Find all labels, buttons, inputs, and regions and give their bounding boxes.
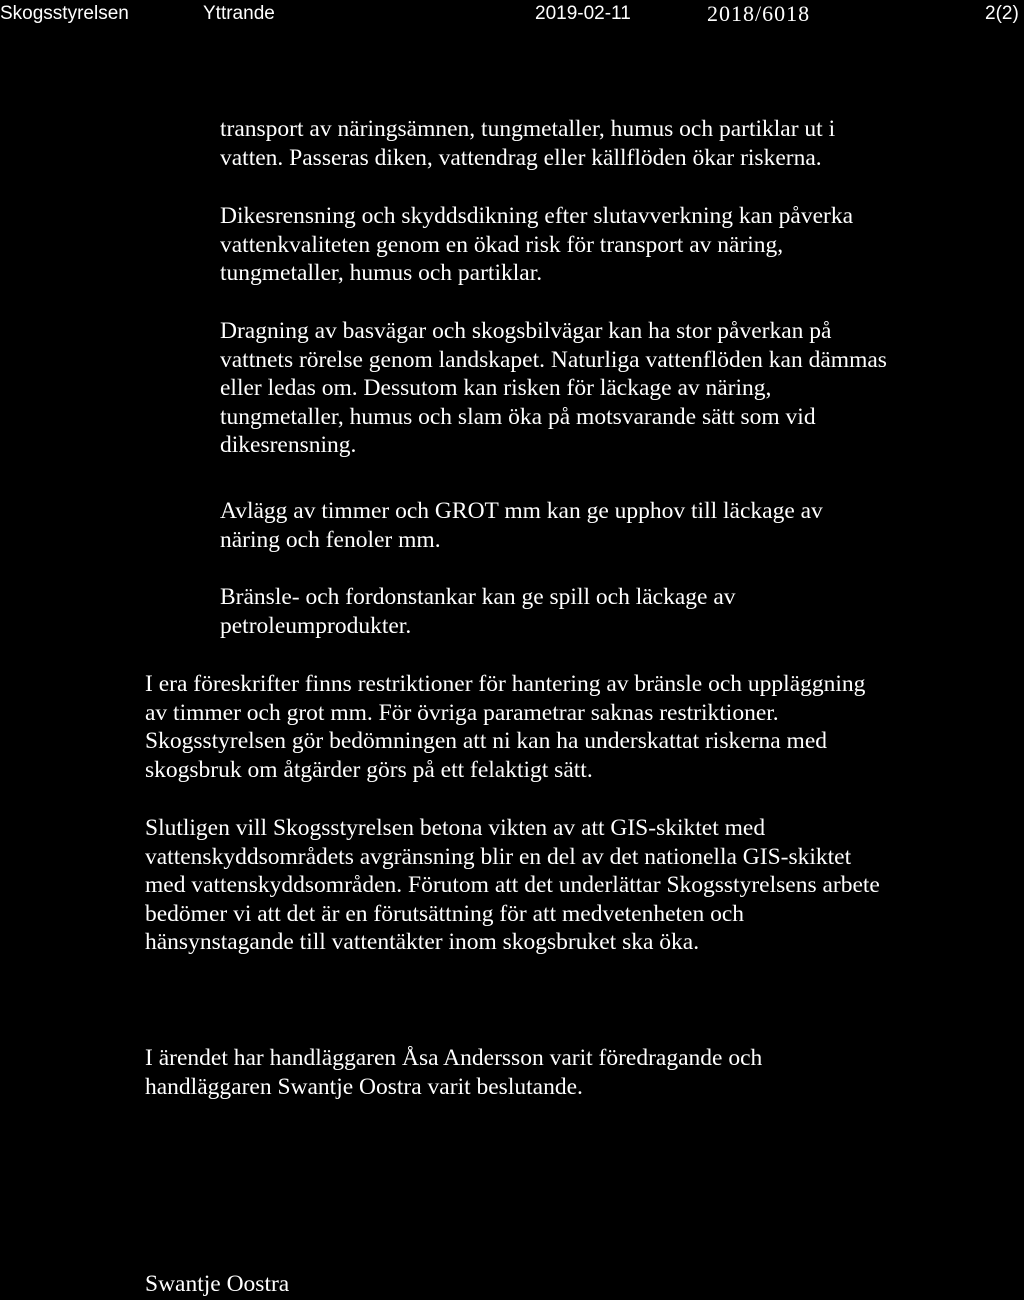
header-case-number: 2018/6018 xyxy=(707,1,811,26)
paragraph-regulations: I era föreskrifter finns restriktioner för hantering av bränsle och uppläggning av timmer och grot mm. För övriga parametrar saknas restriktioner. Skogsstyrelsen gör bedömningen att ni kan ha underskattat riskerna med skogsbruk om åtgärder görs på ett felaktigt sätt. xyxy=(145,671,866,783)
paragraph-road-construction: Dragning av basvägar och skogsbilvägar kan ha stor påverkan på vattnets rörelse genom landskapet. Naturliga vattenflöden kan dämmas eller ledas om. Dessutom kan risken för läckage av näring, tungmetaller, humus och slam öka på motsvarande sätt som vid dikesrensning. xyxy=(220,318,887,459)
header-page-number: 2(2) xyxy=(985,3,1019,24)
signature-name: Swantje Oostra xyxy=(145,1271,290,1297)
paragraph-timber-storage: Avlägg av timmer och GROT mm kan ge upphov till läckage av näring och fenoler mm. xyxy=(220,498,823,553)
paragraph-gis-layer: Slutligen vill Skogsstyrelsen betona vikten av att GIS-skiktet med vattenskyddsområdets avgränsning blir en del av det nationella GIS-skiktet med vattenskyddsområden. Förutom att det underlättar Skogsstyrelsens arbete bedömer vi att det är en förutsättning för att medvetenheten och hänsynstagande till vattentäkter inom skogsbruket ska öka. xyxy=(145,815,880,956)
paragraph-fuel-tanks: Bränsle- och fordonstankar kan ge spill och läckage av petroleumprodukter. xyxy=(220,584,736,639)
paragraph-ditch-cleaning: Dikesrensning och skyddsdikning efter slutavverkning kan påverka vattenkvaliteten genom en ökad risk för transport av näring, tungmetaller, humus och partiklar. xyxy=(220,203,854,287)
header-doc-type: Yttrande xyxy=(203,3,275,24)
header-date: 2019-02-11 xyxy=(535,3,631,24)
paragraph-case-officers: I ärendet har handläggaren Åsa Andersson varit föredragande och handläggaren Swantje Oostra varit beslutande. xyxy=(145,1045,763,1100)
header-organization: Skogsstyrelsen xyxy=(0,3,129,24)
paragraph-transport-risk: transport av näringsämnen, tungmetaller, humus och partiklar ut i vatten. Passeras diken, vattendrag eller källflöden ökar riskerna. xyxy=(220,116,836,171)
